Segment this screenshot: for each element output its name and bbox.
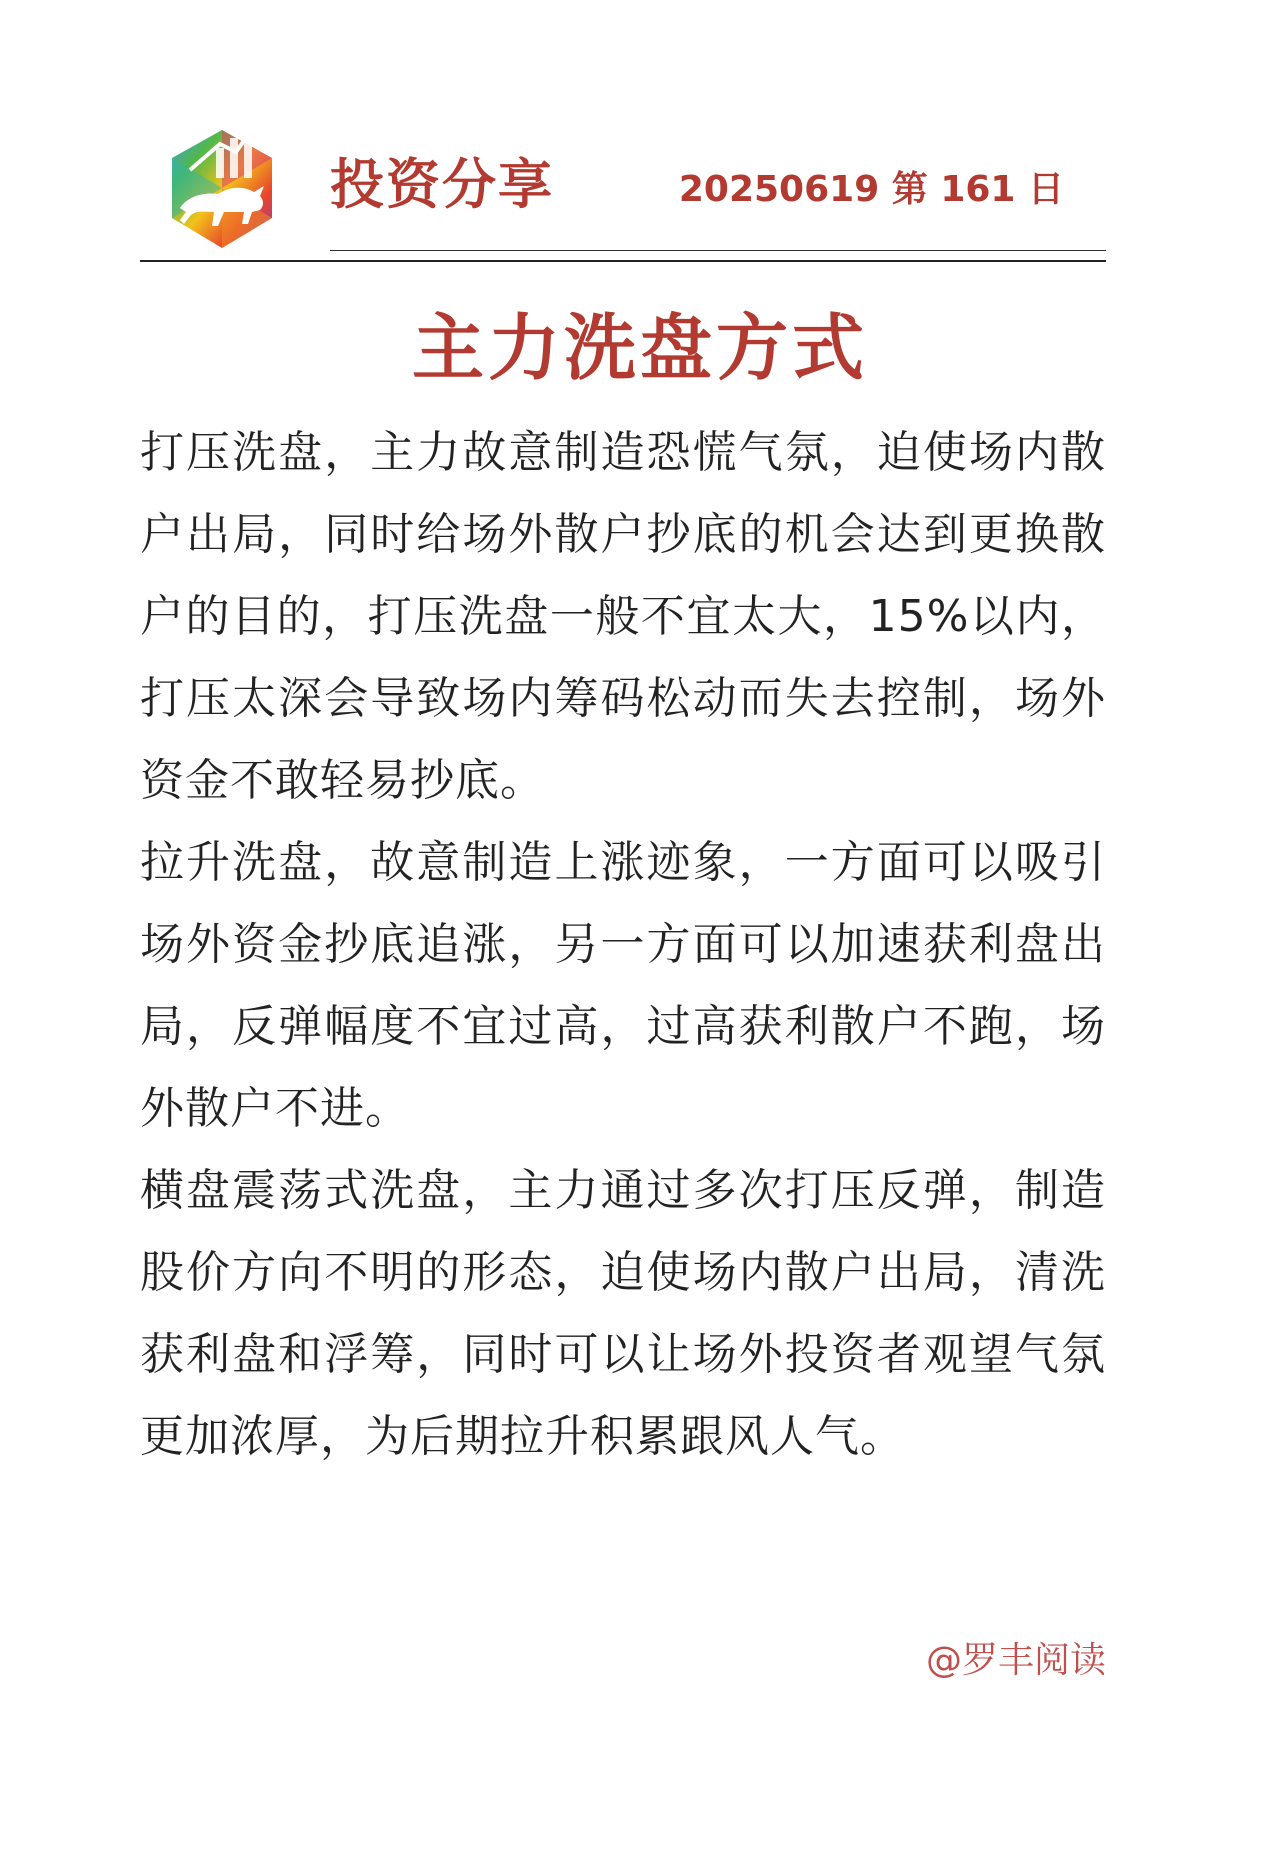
- header-divider-thin: [330, 250, 1106, 251]
- paragraph: 打压洗盘，主力故意制造恐慌气氛，迫使场内散户出局，同时给场外散户抄底的机会达到更换散户的目的，打压洗盘一般不宜太大，15%以内，打压太深会导致场内筹码松动而失去控制，场外资金不敢轻易抄底。: [140, 427, 1106, 806]
- author-credit: @罗丰阅读: [925, 1640, 1106, 1681]
- paragraph: 横盘震荡式洗盘，主力通过多次打压反弹，制造股价方向不明的形态，迫使场内散户出局，清洗获利盘和浮筹，同时可以让场外投资者观望气氛更加浓厚，为后期拉升积累跟风人气。: [140, 1165, 1106, 1462]
- header-divider: [140, 260, 1106, 262]
- article-title: 主力洗盘方式: [411, 306, 868, 390]
- issue-date: 20250619 第 161 日: [678, 169, 1064, 210]
- paragraph: 拉升洗盘，故意制造上涨迹象，一方面可以吸引场外资金抄底追涨，另一方面可以加速获利盘出局，反弹幅度不宜过高，过高获利散户不跑，场外散户不进。: [140, 837, 1106, 1134]
- bull-hexagon-logo-icon: [160, 100, 285, 260]
- brand-title: 投资分享: [330, 153, 554, 216]
- article-body: [140, 412, 1106, 1478]
